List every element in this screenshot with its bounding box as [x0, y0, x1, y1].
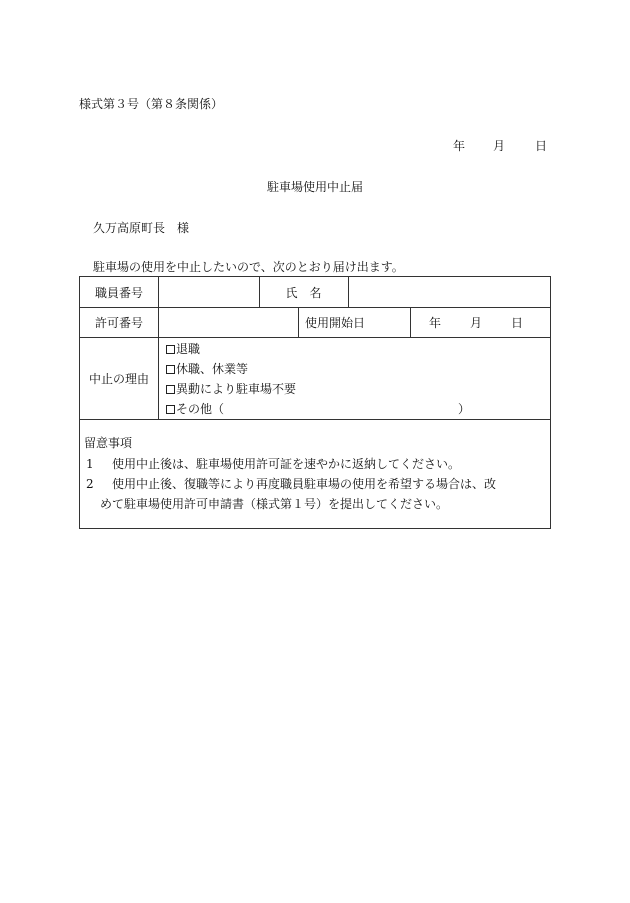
start-month-label: 月: [470, 316, 483, 330]
year-label: 年: [453, 139, 466, 153]
name-label: 氏 名: [285, 286, 322, 300]
start-day-label: 日: [511, 316, 524, 330]
checkbox-icon[interactable]: [166, 365, 175, 374]
permit-number-field[interactable]: [159, 308, 298, 336]
employee-number-label: 職員番号: [94, 286, 143, 300]
note-number: 1: [86, 457, 94, 471]
checkbox-icon[interactable]: [166, 345, 175, 354]
notes-heading: 留意事項: [84, 436, 133, 450]
employee-number-field[interactable]: [159, 278, 259, 306]
note-text-continued: めて駐車場使用許可申請書（様式第１号）を提出してください。: [100, 497, 449, 511]
other-reason-field[interactable]: [240, 399, 455, 417]
start-date-label: 使用開始日: [305, 316, 366, 330]
reason-option-label: 異動により駐車場不要: [176, 382, 297, 396]
note-text: 使用中止後、復職等により再度職員駐車場の使用を希望する場合は、改: [112, 477, 497, 491]
day-label: 日: [535, 139, 548, 153]
note-number: 2: [86, 477, 94, 491]
reason-option-retirement[interactable]: [166, 343, 200, 355]
reason-label: 中止の理由: [88, 372, 149, 386]
checkbox-icon[interactable]: [166, 385, 175, 394]
checkbox-icon[interactable]: [166, 405, 175, 414]
form-table: [79, 276, 551, 529]
intro-text: 駐車場の使用を中止したいので、次のとおり届け出ます。: [93, 260, 404, 274]
document-title: 駐車場使用中止届: [266, 180, 363, 194]
reason-option-transfer[interactable]: [166, 383, 296, 395]
addressee: 久万高原町長 様: [93, 221, 190, 235]
reason-option-label: 休職、休業等: [176, 362, 249, 376]
name-field[interactable]: [349, 278, 551, 306]
reason-option-label: その他（: [176, 402, 225, 416]
reason-option-label: 退職: [176, 342, 201, 356]
reason-option-leave[interactable]: [166, 363, 248, 375]
note-text: 使用中止後は、駐車場使用許可証を速やかに返納してください。: [112, 457, 461, 471]
other-close-paren: ）: [458, 402, 471, 416]
permit-number-label: 許可番号: [94, 316, 143, 330]
start-year-label: 年: [429, 316, 442, 330]
month-label: 月: [493, 139, 506, 153]
reason-option-other[interactable]: [166, 403, 224, 415]
form-number: 様式第３号（第８条関係）: [79, 97, 224, 111]
